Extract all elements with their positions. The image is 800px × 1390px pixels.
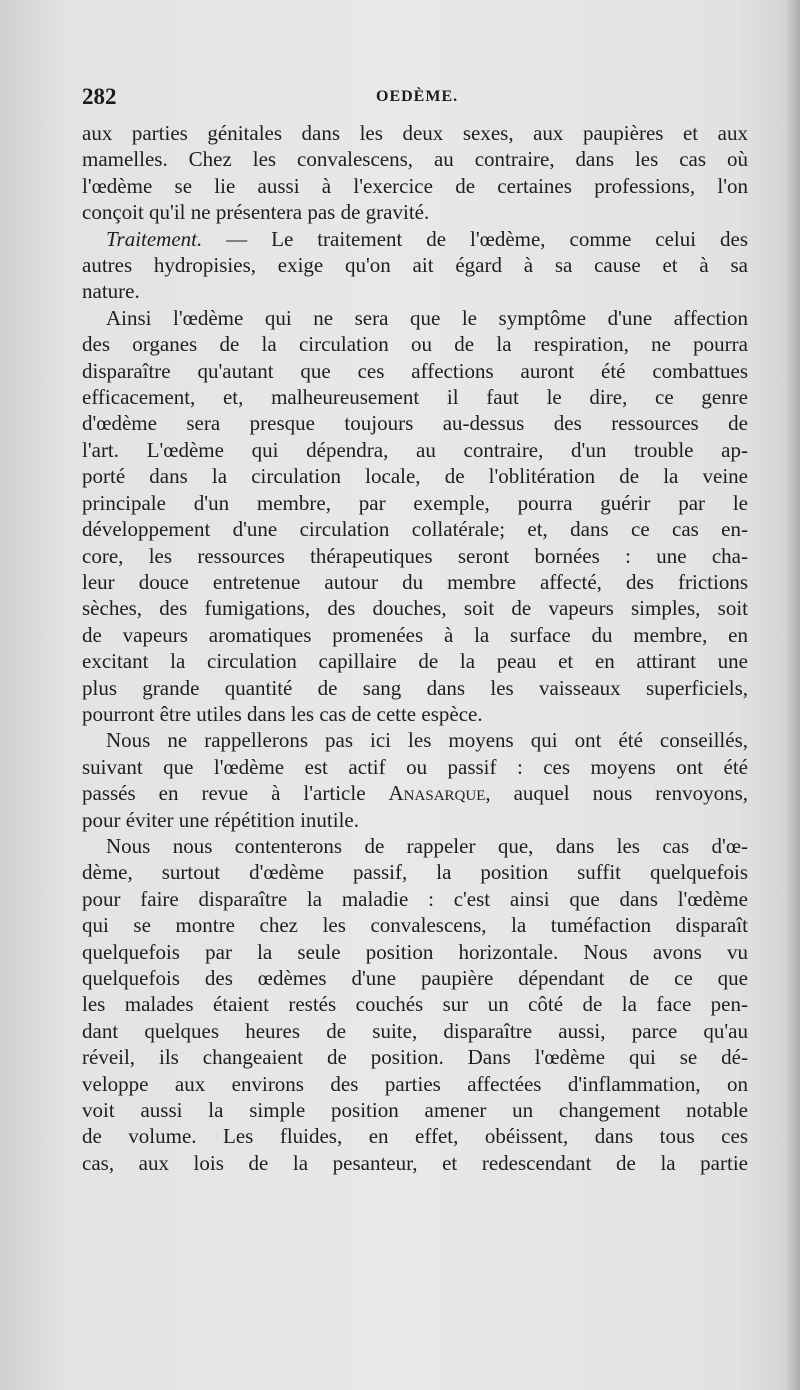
page-header: [82, 84, 748, 112]
text-line: réveil, ils changeaient de position. Dans l'œdème qui se dé-: [82, 1045, 748, 1070]
traitement-label: Traitement.: [106, 226, 203, 251]
text-line: Nous ne rappellerons pas ici les moyens qui ont été conseillés,: [106, 728, 748, 753]
text-line: l'art. L'œdème qui dépendra, au contraire, d'un trouble ap-: [82, 437, 748, 462]
text-line: dème, surtout d'œdème passif, la position suffit quelquefois: [82, 860, 748, 885]
text-line: de vapeurs aromatiques promenées à la surface du membre, en: [82, 622, 748, 647]
text-line: core, les ressources thérapeutiques seront bornées : une cha-: [82, 543, 748, 568]
text-line: veloppe aux environs des parties affectées d'inflammation, on: [82, 1071, 748, 1096]
text-line-segment: , auquel nous renvoyons,: [485, 781, 748, 806]
text-line: sèches, des fumigations, des douches, soit de vapeurs simples, soit: [82, 596, 748, 621]
text-line: [82, 226, 748, 252]
text-line: principale d'un membre, par exemple, pourra guérir par le: [82, 490, 748, 515]
text-line: plus grande quantité de sang dans les vaisseaux superficiels,: [82, 675, 748, 700]
text-line: des organes de la circulation ou de la respiration, ne pourra: [82, 332, 748, 357]
body-text: [82, 120, 748, 1176]
text-line: quelquefois des œdèmes d'une paupière dépendant de ce que: [82, 966, 748, 990]
text-line: pour faire disparaître la maladie : c'est ainsi que dans l'œdème: [82, 886, 748, 911]
text-line: suivant que l'œdème est actif ou passif : ces moyens ont été: [82, 754, 748, 779]
text-line: pourront être utiles dans les cas de cette espèce.: [82, 701, 483, 726]
page-number: 282: [82, 84, 117, 109]
text-line: excitant la circulation capillaire de la peau et en attirant une: [82, 649, 748, 674]
text-line: de volume. Les fluides, en effet, obéissent, dans tous ces: [82, 1124, 748, 1149]
text-line: cas, aux lois de la pesanteur, et redescendant de la partie: [82, 1150, 748, 1175]
text-line: développement d'une circulation collatérale; et, dans ce cas en-: [82, 517, 748, 542]
text-line: nature.: [82, 279, 140, 304]
text-line: leur douce entretenue autour du membre affecté, des frictions: [82, 569, 748, 594]
text-line: conçoit qu'il ne présentera pas de gravité.: [82, 200, 430, 225]
text-line: qui se montre chez les convalescens, la tuméfaction disparaît: [82, 913, 748, 938]
running-title: OEDÈME.: [376, 88, 459, 105]
text-line: porté dans la circulation locale, de l'oblitération de la veine: [82, 464, 748, 489]
text-line: voit aussi la simple position amener un changement notable: [82, 1098, 748, 1123]
text-line: [82, 780, 748, 806]
text-line: efficacement, et, malheureusement il faut le dire, ce genre: [82, 385, 748, 410]
anasarque-reference: Anasarque: [388, 781, 486, 806]
text-line: Nous nous contenterons de rappeler que, dans les cas d'œ-: [106, 833, 748, 858]
text-line: mamelles. Chez les convalescens, au contraire, dans les cas où: [82, 147, 748, 172]
text-line-segment: passés en revue à l'article: [82, 781, 366, 806]
text-line-segment: — Le traitement de l'œdème, comme celui des: [226, 226, 748, 251]
text-line: d'œdème sera presque toujours au-dessus des ressources de: [82, 411, 748, 436]
text-line: les malades étaient restés couchés sur un côté de la face pen-: [82, 992, 748, 1017]
text-line: aux parties génitales dans les deux sexes, aux paupières et aux: [82, 121, 748, 145]
text-line: disparaître qu'autant que ces affections auront été combattues: [82, 358, 748, 383]
text-line: l'œdème se lie aussi à l'exercice de certaines professions, l'on: [82, 173, 748, 198]
text-line: Ainsi l'œdème qui ne sera que le symptôme d'une affection: [106, 305, 748, 330]
text-line: pour éviter une répétition inutile.: [82, 807, 359, 832]
text-line: dant quelques heures de suite, disparaître aussi, parce qu'au: [82, 1018, 748, 1043]
text-line: quelquefois par la seule position horizontale. Nous avons vu: [82, 939, 748, 964]
text-line: autres hydropisies, exige qu'on ait égard à sa cause et à sa: [82, 253, 748, 278]
